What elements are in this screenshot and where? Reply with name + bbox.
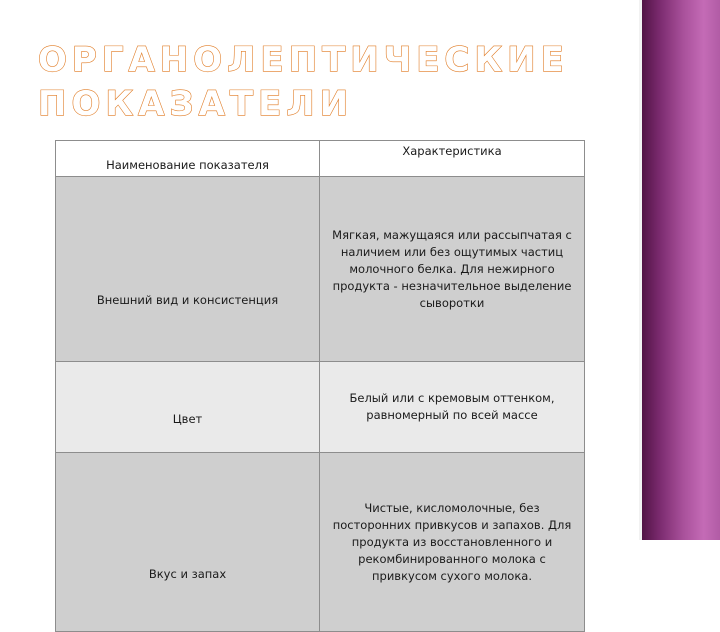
header-indicator-name: Наименование показателя (56, 141, 320, 177)
slide-title-line-1: ОРГАНОЛЕПТИЧЕСКИЕ (38, 40, 569, 80)
indicator-name: Внешний вид и консистенция (56, 177, 320, 362)
decorative-sidebar (639, 0, 720, 540)
table-header-row (56, 141, 585, 177)
slide-title (38, 38, 598, 126)
indicator-name: Цвет (56, 362, 320, 453)
indicator-characteristic: Мягкая, мажущаяся или рассыпчатая с наличием или без ощутимых частиц молочного белка. Для нежирного продукта - незначительное выделение сыворотки (320, 177, 585, 362)
table-row (56, 362, 585, 453)
indicators-table (55, 140, 585, 632)
sidebar-divider (639, 0, 642, 540)
slide-title-line-2: ПОКАЗАТЕЛИ (38, 84, 354, 124)
header-characteristic: Характеристика (320, 141, 585, 177)
indicator-characteristic: Чистые, кисломолочные, без посторонних привкусов и запахов. Для продукта из восстановленного и рекомбинированного молока с привкусом сухого молока. (320, 453, 585, 632)
indicator-characteristic: Белый или с кремовым оттенком, равномерный по всей массе (320, 362, 585, 453)
table-row (56, 453, 585, 632)
indicator-name: Вкус и запах (56, 453, 320, 632)
table-row (56, 177, 585, 362)
